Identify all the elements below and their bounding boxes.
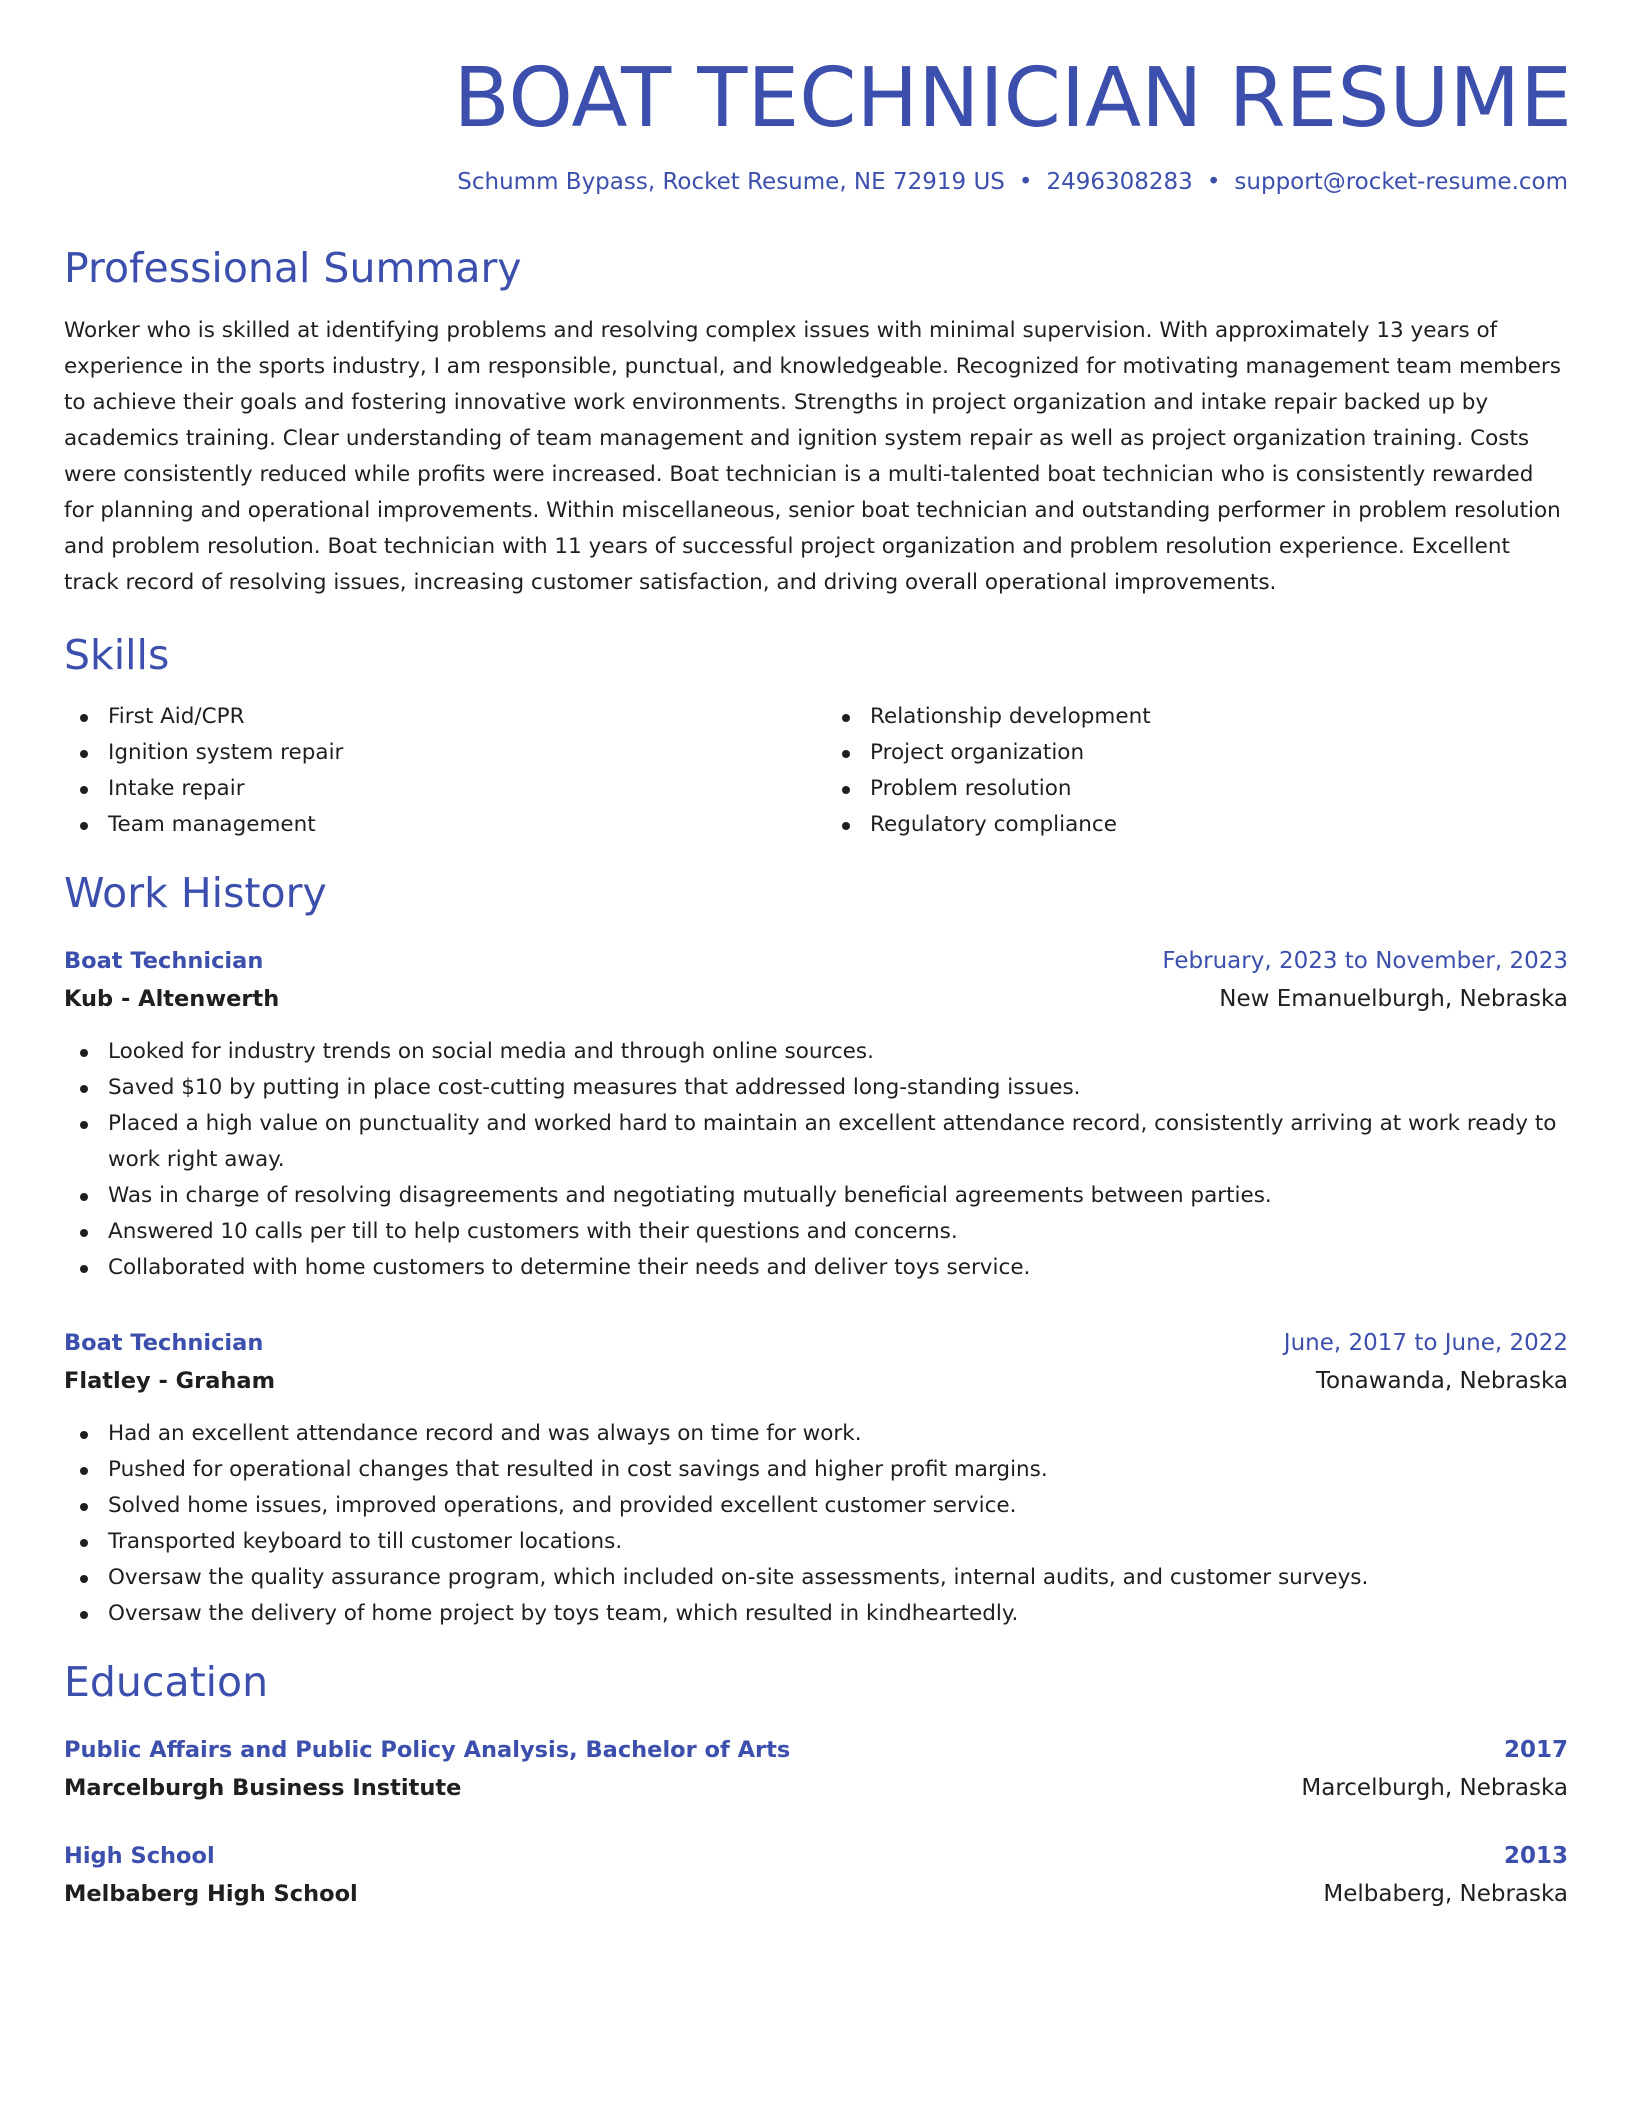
job-bullet: Collaborated with home customers to determine their needs and deliver toys service. [64,1250,1568,1286]
job-location: New Emanuelburgh, Nebraska [1219,985,1568,1012]
education-location: Melbaberg, Nebraska [1323,1880,1568,1907]
skill-item: Project organization [826,735,1568,771]
summary-text: Worker who is skilled at identifying problems and resolving complex issues with minimal supervision. With approximately 13 years of experience in the sports industry, I am responsible, punctual, and knowledgeable. Recognized for motivating management team members to achieve their goals and fostering innovative work environments. Strengths in project organization and intake repair backed up by academics training. Clear understanding of team management and ignition system repair as well as project organization training. Costs were consistently reduced while profits were increased. Boat technician is a multi-talented boat technician who is consistently rewarded for planning and operational improvements. Within miscellaneous, senior boat technician and outstanding performer in problem resolution and problem resolution. Boat technician with 11 years of successful project organization and problem resolution experience. Excellent track record of resolving issues, increasing customer satisfaction, and driving overall operational improvements. [64,318,1561,596]
skills-column-left [64,699,806,843]
section-title-summary: Professional Summary [64,244,522,293]
section-title-work-history: Work History [64,868,327,917]
education-entry [64,1731,1568,1807]
skill-item: Team management [64,807,806,843]
job-bullet: Oversaw the delivery of home project by toys team, which resulted in kindheartedly. [64,1596,1568,1632]
resume-title: BOAT TECHNICIAN RESUME [453,51,1572,146]
address: Schumm Bypass, Rocket Resume, NE 72919 US [457,169,1005,196]
job-bullet: Transported keyboard to till customer locations. [64,1524,1568,1560]
job-bullet: Was in charge of resolving disagreements and negotiating mutually beneficial agreements between parties. [64,1178,1568,1214]
separator-dot: • [1206,169,1221,196]
education-school: Melbaberg High School [64,1880,358,1907]
job-company: Kub - Altenwerth [64,985,280,1012]
section-title-education: Education [64,1657,269,1706]
skill-item: Relationship development [826,699,1568,735]
job-dates: June, 2017 to June, 2022 [1283,1329,1568,1356]
job-title: Boat Technician [64,947,264,974]
job-title: Boat Technician [64,1329,264,1356]
job-company: Flatley - Graham [64,1367,276,1394]
skill-item: Ignition system repair [64,735,806,771]
education-year: 2017 [1503,1736,1568,1763]
skill-item: Intake repair [64,771,806,807]
job-bullet: Placed a high value on punctuality and worked hard to maintain an excellent attendance record, consistently arriving at work ready to work right away. [64,1106,1568,1178]
job-bullet: Solved home issues, improved operations, and provided excellent customer service. [64,1488,1568,1524]
resume-header [64,51,1572,198]
job-location: Tonawanda, Nebraska [1315,1367,1568,1394]
job-bullet: Saved $10 by putting in place cost-cutting measures that addressed long-standing issues. [64,1070,1568,1106]
skills-column-right [826,699,1568,843]
section-title-skills: Skills [64,631,170,680]
education-degree: High School [64,1842,215,1869]
skill-item: Problem resolution [826,771,1568,807]
education-location: Marcelburgh, Nebraska [1301,1774,1568,1801]
job-bullet: Answered 10 calls per till to help customers with their questions and concerns. [64,1214,1568,1250]
job-dates: February, 2023 to November, 2023 [1162,947,1568,974]
phone: 2496308283 [1046,169,1193,196]
education-degree: Public Affairs and Public Policy Analysis, Bachelor of Arts [64,1736,791,1763]
job-bullet: Had an excellent attendance record and was always on time for work. [64,1416,1568,1452]
education-school: Marcelburgh Business Institute [64,1774,462,1801]
job-bullet: Pushed for operational changes that resulted in cost savings and higher profit margins. [64,1452,1568,1488]
education-entry [64,1837,1568,1913]
job-bullets [64,1416,1568,1632]
job-bullets [64,1034,1568,1286]
skills-list [64,699,1568,843]
job-entry [64,942,1568,1286]
job-entry [64,1324,1568,1632]
education-year: 2013 [1503,1842,1568,1869]
separator-dot: • [1018,169,1033,196]
job-bullet: Looked for industry trends on social media and through online sources. [64,1034,1568,1070]
job-bullet: Oversaw the quality assurance program, which included on-site assessments, internal audits, and customer surveys. [64,1560,1568,1596]
email: support@rocket-resume.com [1234,169,1568,196]
skill-item: First Aid/CPR [64,699,806,735]
contact-line [64,168,1568,198]
skill-item: Regulatory compliance [826,807,1568,843]
